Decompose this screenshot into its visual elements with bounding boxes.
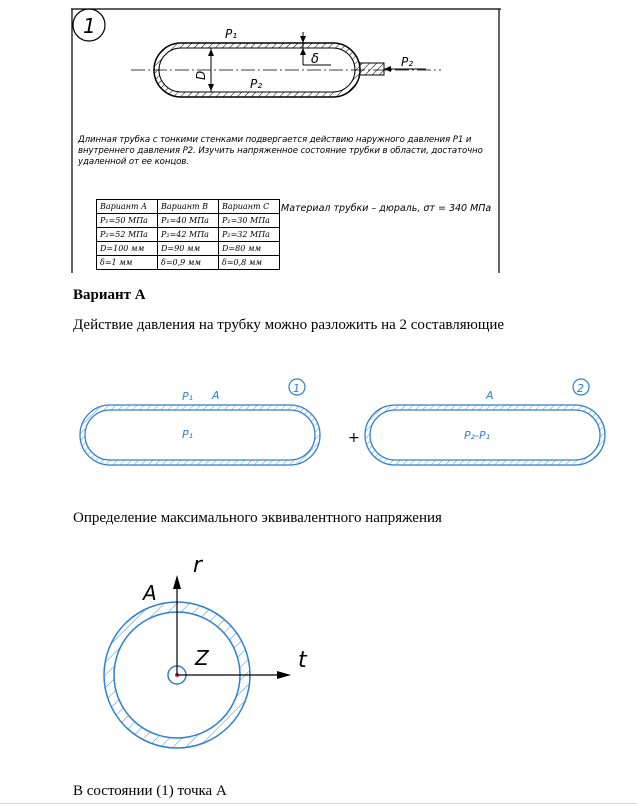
variants-row: [97, 228, 280, 242]
variants-cell: Вариант B: [158, 200, 219, 214]
cross-section-figure: [95, 545, 315, 760]
state-text: В состоянии (1) точка А: [73, 783, 227, 799]
variants-cell: Вариант C: [219, 200, 280, 214]
plus-sign: +: [348, 430, 360, 446]
max-stress-text: Определение максимального эквивалентного напряжения: [73, 510, 442, 526]
variants-row: [97, 242, 280, 256]
state-1-inner-pressure: P₁: [182, 428, 194, 441]
label-delta: δ: [311, 52, 319, 67]
state-1-outer-pressure: P₁: [182, 390, 194, 403]
label-p1: P₁: [225, 27, 238, 41]
task-description: Длинная трубка с тонкими стенками подвергается действию наружного давления P1 и внутреннего давления P2. Изучить напряженное состояние трубки в области, достаточно удаленной от ее концов.: [78, 135, 483, 167]
nozzle: [360, 63, 384, 75]
state-1-point-a: A: [212, 389, 220, 402]
state-2-inner-pressure: P₂-P₁: [464, 429, 491, 442]
variants-cell: D=100 мм: [97, 242, 158, 256]
state-2-point-a: A: [486, 389, 494, 402]
variants-table: [96, 199, 280, 270]
label-d: D: [194, 70, 208, 80]
variants-cell: δ=0,9 мм: [158, 256, 219, 270]
page-bottom-border: [0, 803, 637, 804]
variant-heading: Вариант А: [73, 287, 146, 303]
variants-row: [97, 256, 280, 270]
variants-cell: P₂=52 МПа: [97, 228, 158, 242]
r-axis-label: r: [193, 553, 203, 578]
variants-cell: P₂=32 МПа: [219, 228, 280, 242]
variants-row: [97, 214, 280, 228]
variants-cell: P₂=42 МПа: [158, 228, 219, 242]
variants-row: [97, 200, 280, 214]
label-p2-pipe: P₂: [401, 55, 414, 69]
task-number: 1: [83, 14, 96, 38]
t-axis-label: t: [298, 648, 307, 673]
variants-cell: P₁=50 МПа: [97, 214, 158, 228]
variants-cell: P₁=40 МПа: [158, 214, 219, 228]
variants-cell: Вариант A: [97, 200, 158, 214]
variants-cell: δ=0,8 мм: [219, 256, 280, 270]
z-label: Z: [195, 646, 209, 670]
variants-cell: D=90 мм: [158, 242, 219, 256]
state-2-number: 2: [577, 382, 584, 395]
decomposition-figure: [75, 375, 615, 475]
variants-cell: δ=1 мм: [97, 256, 158, 270]
variants-cell: D=80 мм: [219, 242, 280, 256]
task-figure: [71, 8, 501, 273]
variants-cell: P₁=30 МПа: [219, 214, 280, 228]
material-text: Материал трубки – дюраль, σт = 340 МПа: [281, 203, 492, 214]
state-1-number: 1: [293, 382, 300, 395]
decomposition-text: Действие давления на трубку можно разложить на 2 составляющие: [73, 317, 505, 333]
label-p2: P₂: [250, 77, 263, 91]
point-a-label: A: [143, 581, 157, 605]
